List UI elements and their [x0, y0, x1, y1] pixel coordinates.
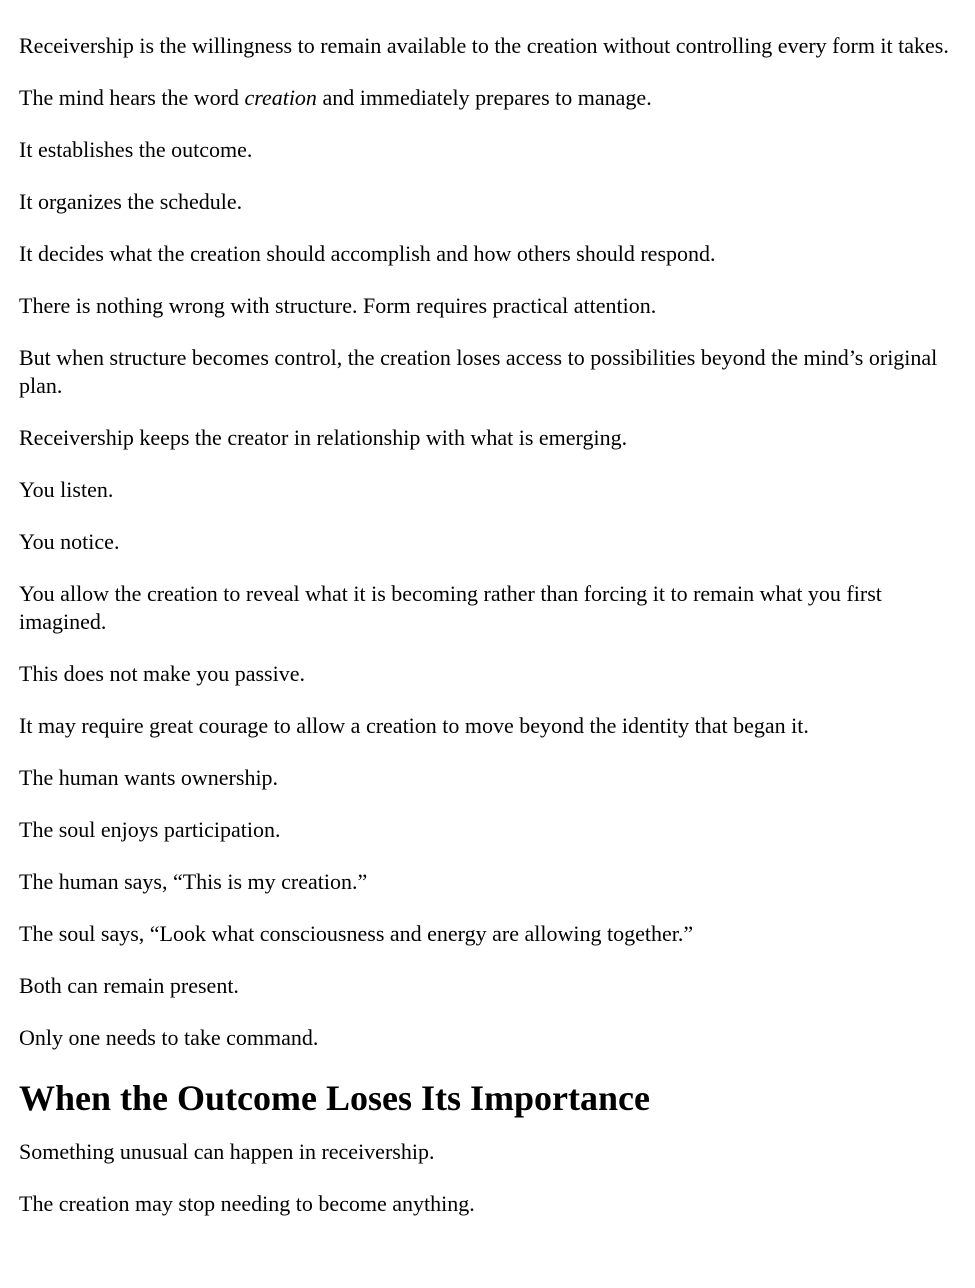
- emphasis-text: creation: [244, 85, 317, 110]
- section-heading: When the Outcome Loses Its Importance: [19, 1078, 650, 1118]
- paragraph: There is nothing wrong with structure. Form requires practical attention.: [19, 293, 657, 318]
- paragraph: The creation may stop needing to become anything.: [19, 1191, 475, 1216]
- paragraph: It decides what the creation should accomplish and how others should respond.: [19, 241, 716, 266]
- paragraph: The human says, “This is my creation.”: [19, 869, 368, 894]
- paragraph: Both can remain present.: [19, 973, 239, 998]
- paragraph: It organizes the schedule.: [19, 189, 243, 214]
- paragraph: [19, 84, 955, 112]
- paragraph: It establishes the outcome.: [19, 137, 253, 162]
- paragraph: You allow the creation to reveal what it is becoming rather than forcing it to remain what you first imagined.: [19, 581, 882, 634]
- paragraph: Something unusual can happen in receivership.: [19, 1139, 435, 1164]
- paragraph: But when structure becomes control, the creation loses access to possibilities beyond the mind’s original plan.: [19, 345, 938, 398]
- paragraph: Receivership keeps the creator in relationship with what is emerging.: [19, 425, 628, 450]
- paragraph: You listen.: [19, 477, 114, 502]
- paragraph: The soul enjoys participation.: [19, 817, 281, 842]
- paragraph: The soul says, “Look what consciousness and energy are allowing together.”: [19, 921, 694, 946]
- paragraph: You notice.: [19, 529, 120, 554]
- paragraph: Receivership is the willingness to remain available to the creation without controlling every form it takes.: [19, 33, 949, 58]
- paragraph: Only one needs to take command.: [19, 1025, 319, 1050]
- paragraph: It may require great courage to allow a creation to move beyond the identity that began it.: [19, 713, 809, 738]
- paragraph: The human wants ownership.: [19, 765, 279, 790]
- paragraph-text: The mind hears the word: [19, 85, 245, 110]
- paragraph-text: and immediately prepares to manage.: [316, 85, 652, 110]
- paragraph: This does not make you passive.: [19, 661, 305, 686]
